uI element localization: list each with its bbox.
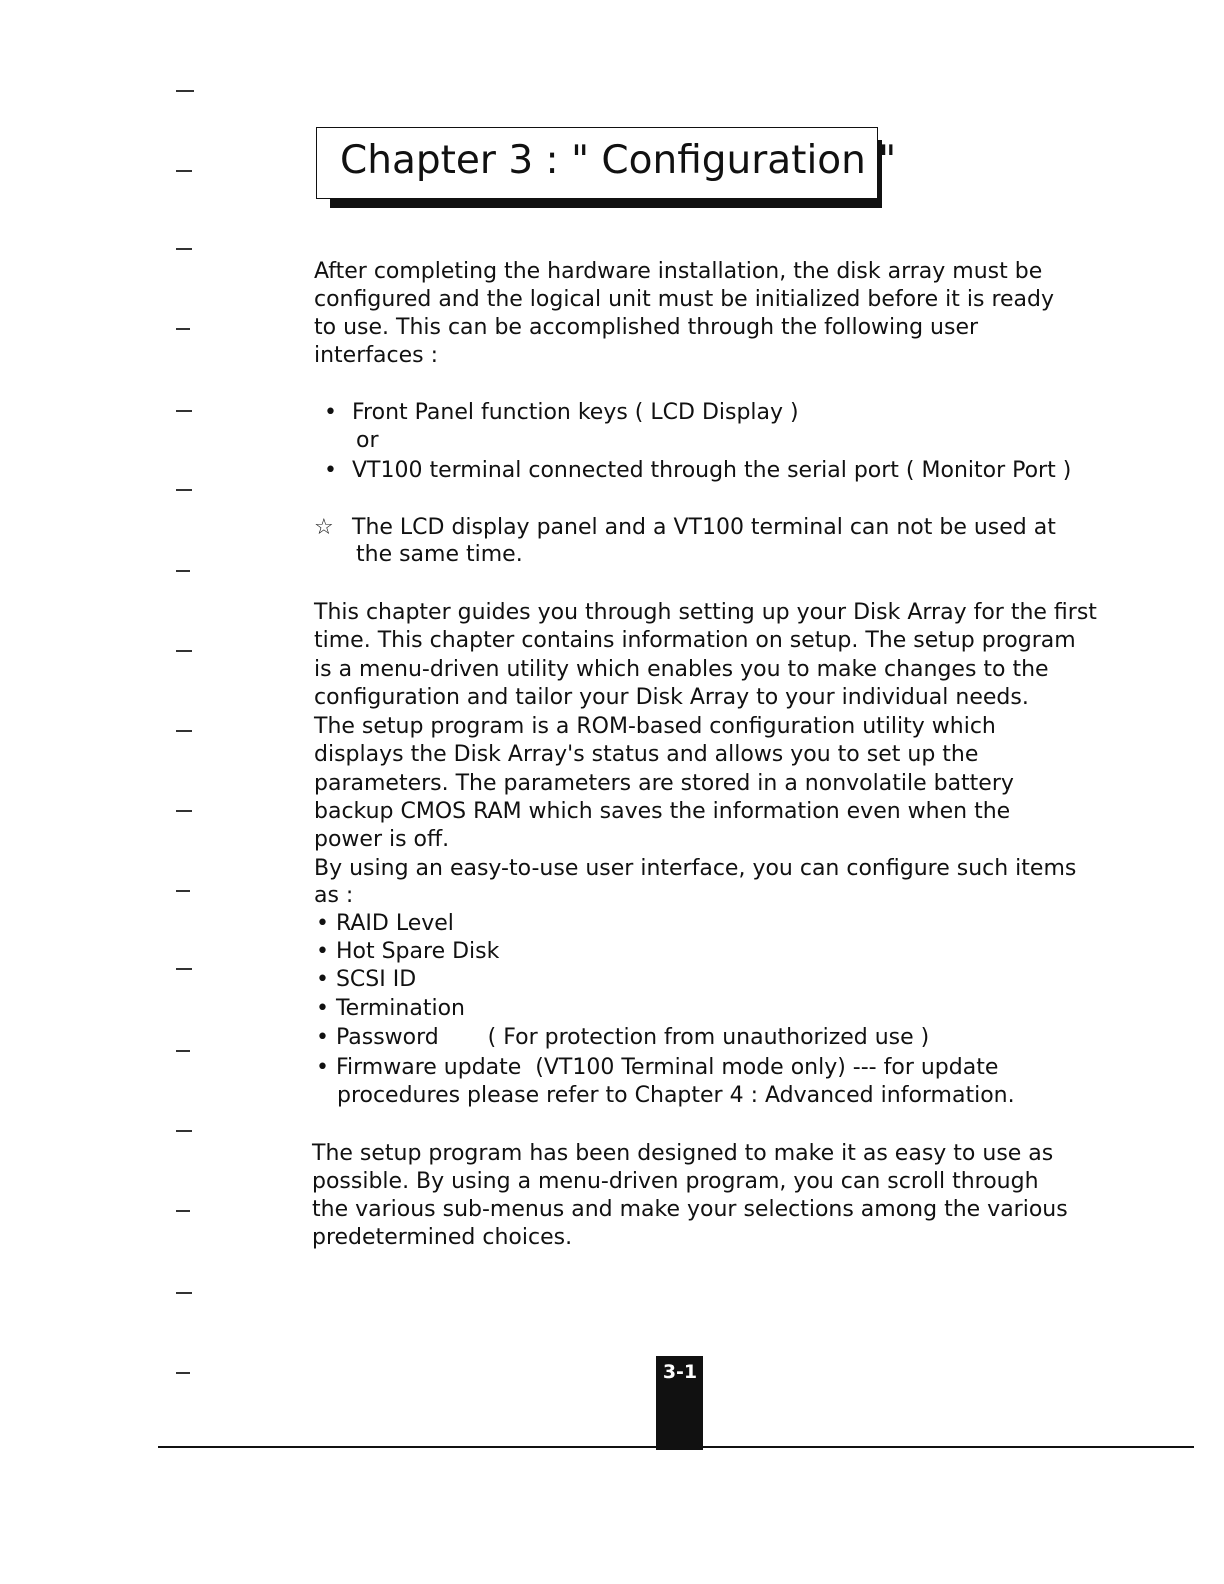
margin-mark xyxy=(176,968,192,970)
margin-mark xyxy=(176,650,192,652)
intro-line: interfaces : xyxy=(314,343,438,368)
body-line: power is off. xyxy=(314,827,450,852)
margin-mark xyxy=(176,90,194,92)
margin-mark xyxy=(176,570,190,572)
closing-line: predetermined choices. xyxy=(312,1225,573,1250)
margin-mark xyxy=(176,489,192,491)
intro-line: After completing the hardware installation, the disk array must be xyxy=(314,259,1043,284)
margin-mark xyxy=(176,170,192,172)
config-item: • RAID Level xyxy=(316,911,454,936)
margin-mark xyxy=(176,730,192,732)
body-line: The setup program is a ROM-based configuration utility which xyxy=(314,714,996,739)
margin-mark xyxy=(176,410,192,412)
margin-mark xyxy=(176,328,190,330)
config-item: • Hot Spare Disk xyxy=(316,939,500,964)
config-item: procedures please refer to Chapter 4 : Advanced information. xyxy=(316,1083,1015,1108)
config-item: • Firmware update (VT100 Terminal mode only) --- for update xyxy=(316,1055,999,1080)
margin-mark xyxy=(176,810,192,812)
body-line: time. This chapter contains information on setup. The setup program xyxy=(314,628,1076,653)
page-number: 3-1 xyxy=(662,1361,698,1383)
body-line: displays the Disk Array's status and allows you to set up the xyxy=(314,742,979,767)
body-line: parameters. The parameters are stored in a nonvolatile battery xyxy=(314,771,1014,796)
footer-rule xyxy=(158,1446,1194,1448)
margin-mark xyxy=(176,1210,190,1212)
margin-mark xyxy=(176,1130,192,1132)
margin-mark xyxy=(176,1372,190,1374)
closing-line: the various sub-menus and make your selections among the various xyxy=(312,1197,1068,1222)
star-icon: ☆ xyxy=(314,515,334,540)
note-line: the same time. xyxy=(356,542,523,567)
interface-item: VT100 terminal connected through the serial port ( Monitor Port ) xyxy=(352,458,1072,483)
margin-mark xyxy=(176,1050,190,1052)
closing-line: The setup program has been designed to make it as easy to use as xyxy=(312,1141,1054,1166)
body-line: By using an easy-to-use user interface, you can configure such items xyxy=(314,856,1077,881)
chapter-title: Chapter 3 : " Configuration " xyxy=(340,138,897,183)
config-item: • SCSI ID xyxy=(316,967,417,992)
body-line: backup CMOS RAM which saves the information even when the xyxy=(314,799,1011,824)
margin-mark xyxy=(176,1292,192,1294)
margin-mark xyxy=(176,890,190,892)
config-item: • Password ( For protection from unauthorized use ) xyxy=(316,1025,930,1050)
margin-mark xyxy=(176,248,192,250)
note-line: The LCD display panel and a VT100 terminal can not be used at xyxy=(352,515,1056,540)
closing-line: possible. By using a menu-driven program, you can scroll through xyxy=(312,1169,1039,1194)
intro-line: configured and the logical unit must be initialized before it is ready xyxy=(314,287,1055,312)
bullet-dot: • xyxy=(324,458,337,483)
body-line: as : xyxy=(314,883,354,908)
intro-line: to use. This can be accomplished through the following user xyxy=(314,315,979,340)
config-item: • Termination xyxy=(316,996,465,1021)
body-line: This chapter guides you through setting up your Disk Array for the first xyxy=(314,600,1097,625)
bullet-dot: • xyxy=(324,400,337,425)
body-line: configuration and tailor your Disk Array to your individual needs. xyxy=(314,685,1029,710)
interface-item: Front Panel function keys ( LCD Display ) xyxy=(352,400,799,425)
body-line: is a menu-driven utility which enables you to make changes to the xyxy=(314,657,1049,682)
interface-or: or xyxy=(356,428,379,453)
